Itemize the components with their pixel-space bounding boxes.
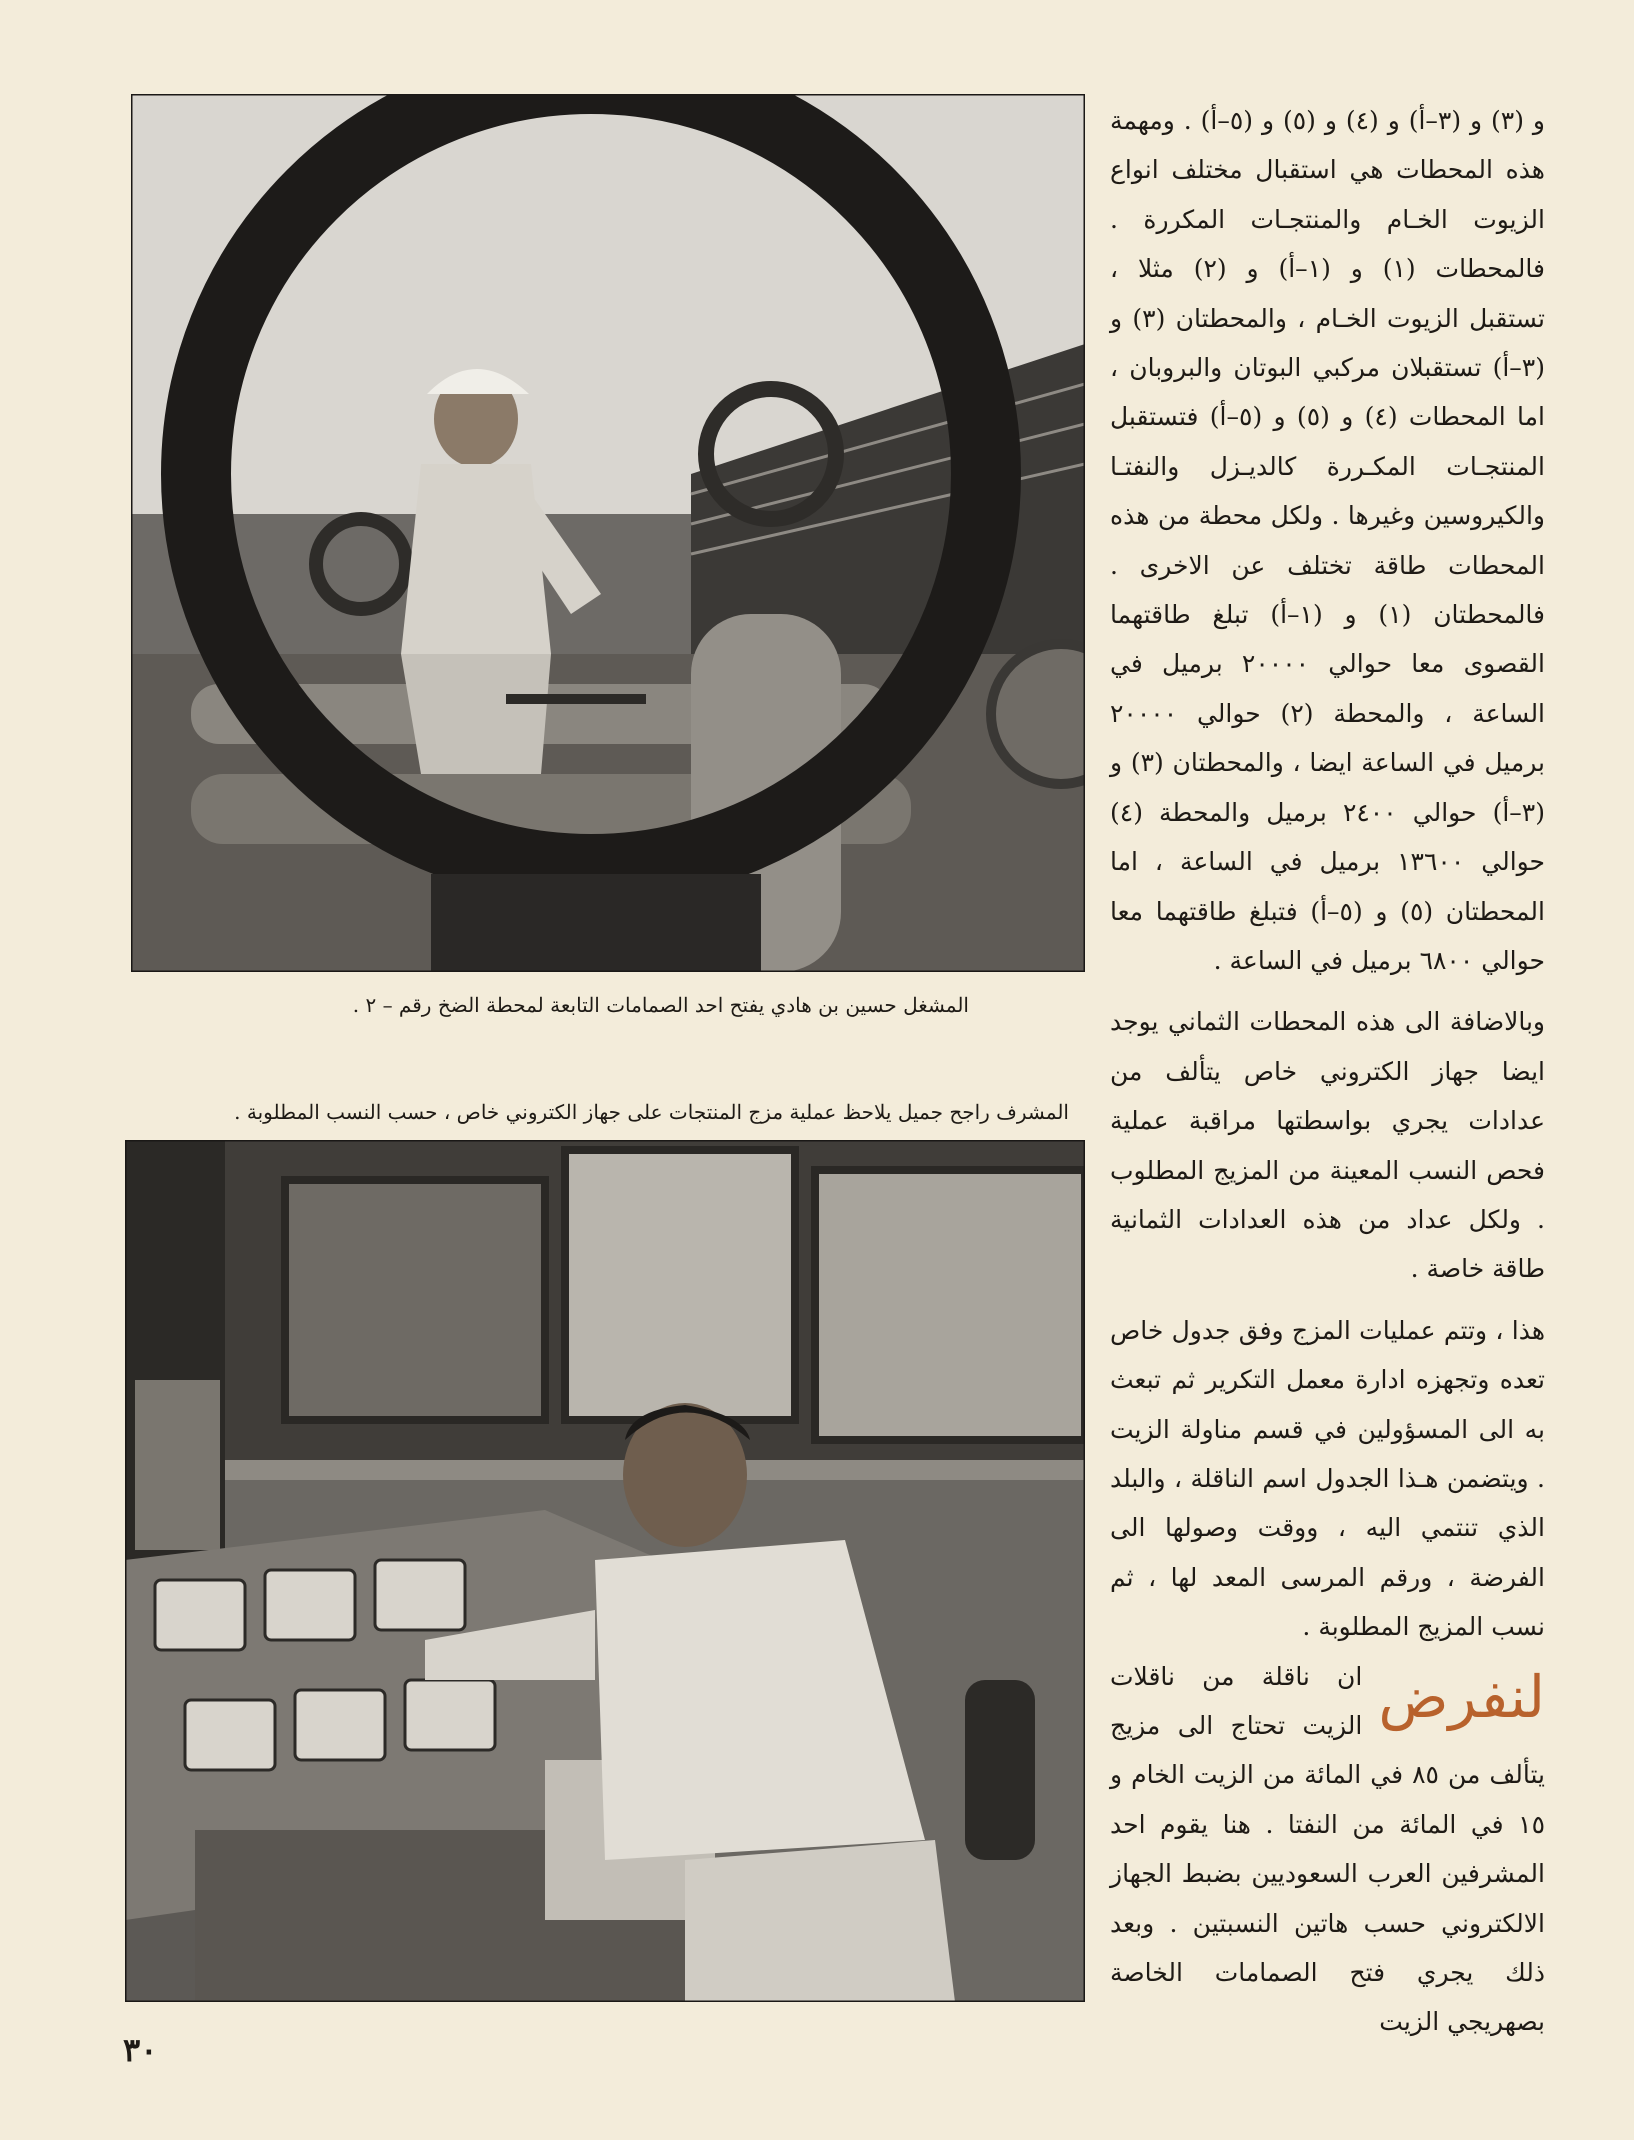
article-paragraph-with-drop-word xyxy=(1110,1652,1545,2047)
photo-valve-operator xyxy=(131,94,1085,972)
page-number: ٣٠ xyxy=(123,2031,158,2069)
photo-caption-top: المشغل حسين بن هادي يفتح احد الصمامات التابعة لمحطة الضخ رقم – ٢ . xyxy=(352,993,969,1017)
photo-caption-bottom: المشرف راجح جميل يلاحظ عملية مزج المنتجات على جهاز الكتروني خاص ، حسب النسب المطلوبة . xyxy=(234,1100,1069,1124)
photo-blending-supervisor xyxy=(125,1140,1085,2002)
article-paragraph: هذا ، وتتم عمليات المزج وفق جدول خاص تعده وتجهزه ادارة معمل التكرير ثم تبعث به الى المسؤولين في قسم مناولة الزيت . ويتضمن هـذا الجدول اسم الناقلة ، والبلد الذي تنتمي اليه ، ووقت وصولها الى الفرضة ، ورقم المرسى المعد لها ، ثم نسب المزيج المطلوبة . xyxy=(1110,1315,1545,1642)
last-paragraph-text: ان ناقلة من ناقلات الزيت تحتاج الى مزيج يتألف من ٨٥ في المائة من الزيت الخام و ١٥ في المائة من النفتا . هنا يقوم احد المشرفين العرب السعوديين بضبط الجهاز الالكتروني حسب هاتين النسبتين . وبعد ذلك يجري فتح الصمامات الخاصة بصهريجي الزيت xyxy=(1110,1661,1545,2037)
drop-word: لنفرض xyxy=(1378,1662,1545,1731)
article-paragraph: و (٣) و (٣–أ) و (٤) و (٥) و (٥–أ) . ومهمة هذه المحطات هي استقبال مختلف انواع الزيوت الخـام والمنتجـات المكررة . فالمحطات (١) و (١–أ) و (٢) مثلا ، تستقبل الزيوت الخـام ، والمحطتان (٣) و (٣–أ) تستقبلان مركبي البوتان والبروبان ، اما المحطات (٤) و (٥) و (٥–أ) فتستقبل المنتجـات المكـررة كالديـزل والنفتـا والكيروسين وغيرها . ولكل محطة من هذه المحطات طاقة تختلف عن الاخرى . فالمحطتان (١) و (١–أ) تبلغ طاقتهما القصوى معا حوالي ٢٠٠٠٠ برميل في الساعة ، والمحطة (٢) حوالي ٢٠٠٠٠ برميل في الساعة ايضا ، والمحطتان (٣) و (٣–أ) حوالي ٢٤٠٠ برميل والمحطة (٤) حوالي ١٣٦٠٠ برميل في الساعة ، اما المحطتان (٥) و (٥–أ) فتبلغ طاقتهما معا حوالي ٦٨٠٠ برميل في الساعة . xyxy=(1110,106,1546,975)
article-paragraph: وبالاضافة الى هذه المحطات الثماني يوجد ايضا جهاز الكتروني خاص يتألف من عدادات يجري بواسطتها مراقبة عملية فحص النسب المعينة من المزيج المطلوب . ولكل عداد من هذه العدادات الثمانية طاقة خاصة . xyxy=(1110,1007,1545,1284)
article-text-column xyxy=(1110,96,1545,2047)
